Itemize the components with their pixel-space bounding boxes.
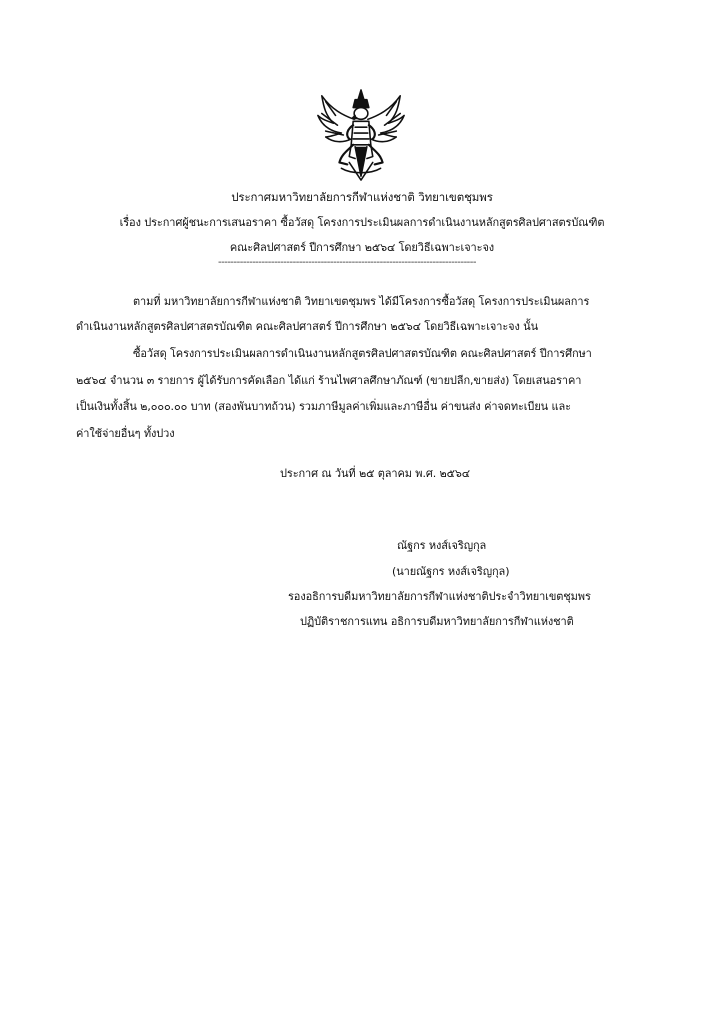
signature-name: ณัฐกร หงส์เจริญกุล [397,539,487,552]
announcement-title: ประกาศมหาวิทยาลัยการกีฬาแห่งชาติ วิทยาเขตชุมพร [231,190,493,204]
announcement-subject-line2: คณะศิลปศาสตร์ ปีการศึกษา ๒๕๖๔ โดยวิธีเฉพาะเจาะจง [229,241,495,254]
paragraph1-line2: ดำเนินงานหลักสูตรศิลปศาสตรบัณฑิต คณะศิลปศาสตร์ ปีการศึกษา ๒๕๖๔ โดยวิธีเฉพาะเจาะจง นั้น [76,320,538,333]
signature-position-line2: ปฏิบัติราชการแทน อธิการบดีมหาวิทยาลัยการกีฬาแห่งชาติ [300,615,574,628]
separator-line: ----------------------------------------------------------------------------------- [218,258,476,268]
paragraph2-line2: ๒๕๖๔ จำนวน ๓ รายการ ผู้ได้รับการคัดเลือก ได้แก่ ร้านไพศาลศึกษาภัณฑ์ (ขายปลีก,ขายส่ง) โดยเสนอราคา [76,374,582,387]
paragraph2-line3: เป็นเงินทั้งสิ้น ๒,๐๐๐.๐๐ บาท (สองพันบาทถ้วน) รวมภาษีมูลค่าเพิ่มและภาษีอื่น ค่าขนส่ง ค่าจดทะเบียน และ [76,400,571,413]
garuda-emblem-icon [312,86,410,184]
announcement-date: ประกาศ ณ วันที่ ๒๕ ตุลาคม พ.ศ. ๒๕๖๔ [280,467,471,480]
announcement-subject: เรื่อง ประกาศผู้ชนะการเสนอราคา ซื้อวัสดุ โครงการประเมินผลการดำเนินงานหลักสูตรศิลปศาสตรบัณฑิต [119,216,605,229]
signature-full-name: (นายณัฐกร หงส์เจริญกุล) [392,565,510,578]
signature-position-line1: รองอธิการบดีมหาวิทยาลัยการกีฬาแห่งชาติประจำวิทยาเขตชุมพร [288,590,591,603]
paragraph1-line1: ตามที่ มหาวิทยาลัยการกีฬาแห่งชาติ วิทยาเขตชุมพร ได้มีโครงการซื้อวัสดุ โครงการประเมินผลการ [133,295,590,308]
paragraph2-line1: ซื้อวัสดุ โครงการประเมินผลการดำเนินงานหลักสูตรศิลปศาสตรบัณฑิต คณะศิลปศาสตร์ ปีการศึกษา [133,347,592,360]
paragraph2-line4: ค่าใช้จ่ายอื่นๆ ทั้งปวง [76,427,175,440]
